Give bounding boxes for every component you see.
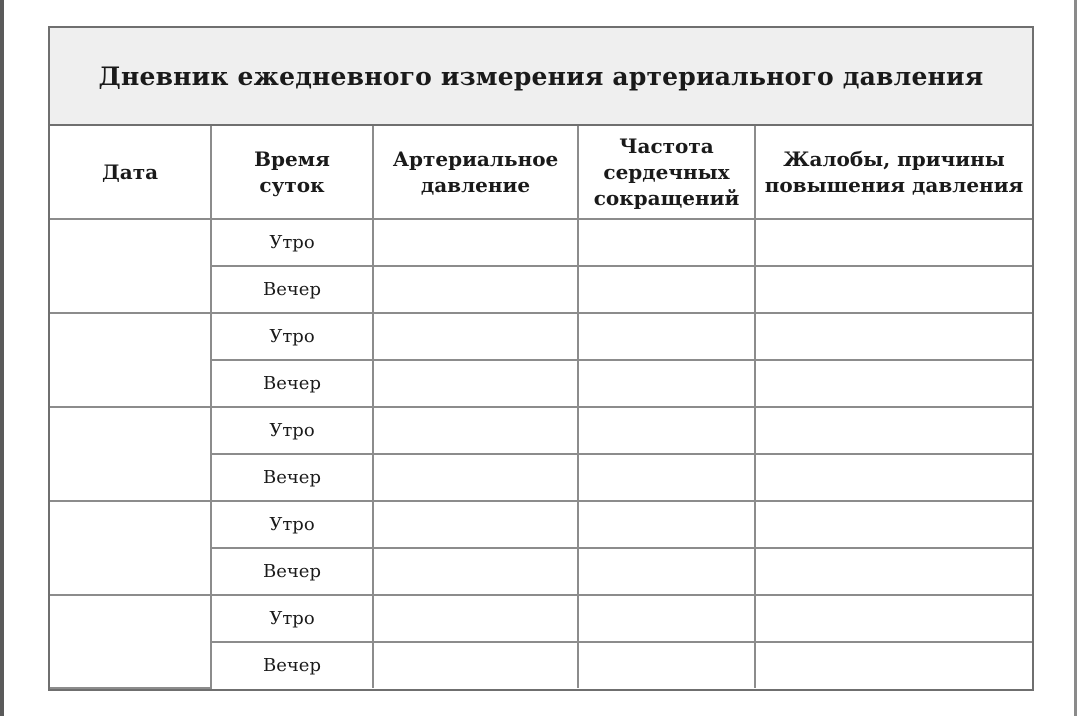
column-header-line: сердечных <box>603 160 730 184</box>
complaints-cell[interactable] <box>755 407 1032 454</box>
column-header-line: Дата <box>101 160 159 184</box>
diary-table <box>50 126 1032 689</box>
time-of-day-cell: Утро <box>211 501 373 548</box>
date-cell[interactable] <box>50 313 211 407</box>
heart-rate-cell[interactable] <box>578 595 755 642</box>
blood-pressure-cell[interactable] <box>373 642 578 688</box>
complaints-cell[interactable] <box>755 266 1032 313</box>
complaints-cell[interactable] <box>755 360 1032 407</box>
complaints-cell[interactable] <box>755 219 1032 266</box>
date-cell[interactable] <box>50 595 211 688</box>
table-row <box>50 219 1032 266</box>
diary-body <box>50 219 1032 688</box>
blood-pressure-cell[interactable] <box>373 407 578 454</box>
time-of-day-cell: Вечер <box>211 266 373 313</box>
date-cell[interactable] <box>50 407 211 501</box>
heart-rate-cell[interactable] <box>578 313 755 360</box>
heart-rate-cell[interactable] <box>578 642 755 688</box>
column-header-line: суток <box>259 173 325 197</box>
header-row <box>50 126 1032 219</box>
blood-pressure-cell[interactable] <box>373 548 578 595</box>
blood-pressure-cell[interactable] <box>373 360 578 407</box>
time-of-day-cell: Вечер <box>211 454 373 501</box>
blood-pressure-cell[interactable] <box>373 313 578 360</box>
date-cell[interactable] <box>50 219 211 313</box>
time-of-day-cell: Вечер <box>211 548 373 595</box>
column-header-complaints <box>755 126 1032 219</box>
time-of-day-cell: Утро <box>211 313 373 360</box>
time-of-day-cell: Вечер <box>211 360 373 407</box>
blood-pressure-cell[interactable] <box>373 219 578 266</box>
heart-rate-cell[interactable] <box>578 548 755 595</box>
time-of-day-cell: Утро <box>211 219 373 266</box>
heart-rate-cell[interactable] <box>578 454 755 501</box>
complaints-cell[interactable] <box>755 548 1032 595</box>
table-row <box>50 595 1032 642</box>
heart-rate-cell[interactable] <box>578 407 755 454</box>
table-row <box>50 313 1032 360</box>
column-header-line: Жалобы, причины <box>783 147 1005 171</box>
table-row <box>50 407 1032 454</box>
complaints-cell[interactable] <box>755 595 1032 642</box>
column-header-line: Артериальное <box>392 147 559 171</box>
table-row <box>50 501 1032 548</box>
column-header-time-of-day <box>211 126 373 219</box>
complaints-cell[interactable] <box>755 642 1032 688</box>
heart-rate-cell[interactable] <box>578 266 755 313</box>
heart-rate-cell[interactable] <box>578 219 755 266</box>
blood-pressure-cell[interactable] <box>373 595 578 642</box>
date-cell[interactable] <box>50 501 211 595</box>
time-of-day-cell: Утро <box>211 407 373 454</box>
complaints-cell[interactable] <box>755 454 1032 501</box>
column-header-line: давление <box>420 173 531 197</box>
column-header-line: Время <box>254 147 330 171</box>
blood-pressure-cell[interactable] <box>373 454 578 501</box>
diary-title: Дневник ежедневного измерения артериального давления <box>50 28 1032 126</box>
column-header-line: повышения давления <box>764 173 1024 197</box>
column-header-line: сокращений <box>593 186 740 210</box>
column-header-heart-rate <box>578 126 755 219</box>
blood-pressure-cell[interactable] <box>373 266 578 313</box>
column-header-line: Частота <box>619 134 714 158</box>
column-header-date <box>50 126 211 219</box>
heart-rate-cell[interactable] <box>578 501 755 548</box>
column-header-blood-pressure <box>373 126 578 219</box>
time-of-day-cell: Вечер <box>211 642 373 688</box>
heart-rate-cell[interactable] <box>578 360 755 407</box>
page-edge-left <box>0 0 4 716</box>
complaints-cell[interactable] <box>755 313 1032 360</box>
time-of-day-cell: Утро <box>211 595 373 642</box>
complaints-cell[interactable] <box>755 501 1032 548</box>
blood-pressure-cell[interactable] <box>373 501 578 548</box>
blood-pressure-diary <box>48 26 1034 691</box>
